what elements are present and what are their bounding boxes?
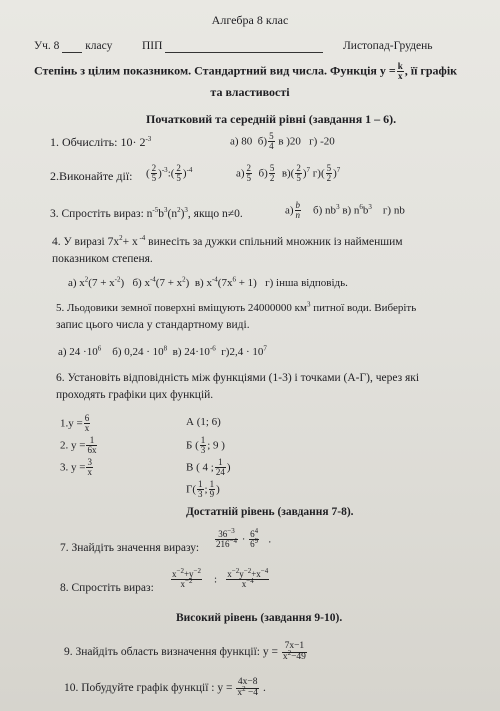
paren: ( <box>146 167 150 180</box>
expr-fraction-2 <box>175 164 182 184</box>
task-4-text: винесіть за дужки спільний множник із найменшим <box>145 236 403 248</box>
topic-title-text: Степінь з цілим показником. Стандартний вид числа. Функція <box>34 63 377 78</box>
task-6-point-a: А (1; 6) <box>186 416 221 428</box>
frac-den <box>171 577 202 590</box>
task-6-line1: 6. Установіть відповідність між функціями (1-3) і точками (А-Г), через які <box>56 372 420 384</box>
option-a: а) <box>285 204 294 217</box>
point-text: ; 9 ) <box>207 439 225 452</box>
option-a-fraction <box>295 201 302 221</box>
exp: -2 <box>114 275 121 284</box>
task-4-line2: показником степеня. <box>52 253 153 265</box>
function-label: 1.y = <box>60 417 83 430</box>
option-b-expr: ) <box>185 277 190 289</box>
task-6-function-3 <box>60 458 94 478</box>
option-g: г) <box>312 167 321 180</box>
exp: 2 <box>119 234 123 243</box>
task-4-text: 4. У виразі 7x <box>52 236 120 248</box>
option-g: г) -20 <box>309 135 335 148</box>
exp: −4 <box>229 537 237 546</box>
divide-sign: : <box>213 573 218 586</box>
exp: 6 <box>232 275 236 284</box>
option-b: б) nb <box>313 204 337 217</box>
frac-den: 5 <box>176 173 181 184</box>
expr-fraction-1 <box>171 567 202 590</box>
option-a-expr: (7 + x <box>88 277 115 289</box>
exp: 3 <box>368 202 372 211</box>
subject-title: Алгебра 8 клас <box>211 13 289 27</box>
option-v: в )20 <box>278 135 301 148</box>
point-fraction <box>215 458 226 478</box>
task-10-text: 10. Побудуйте графік функції : y = <box>64 682 233 695</box>
frac-den: 5 <box>296 173 301 184</box>
frac-num: 1 <box>86 436 97 446</box>
frac-den: x <box>84 423 90 434</box>
topic-func-lhs: y = <box>379 63 396 78</box>
frac-num: 6 <box>84 413 90 423</box>
frac-den: 2 <box>269 173 275 184</box>
option-v-expr: (7x <box>217 277 233 289</box>
option-v: в) n <box>342 204 360 217</box>
frac-num: 1 <box>215 458 226 468</box>
option-b: б) 0,24 · 10 <box>112 346 164 358</box>
task-1-options <box>230 132 335 152</box>
exp: 3 <box>336 202 340 211</box>
task-4-text: + x <box>122 236 138 248</box>
task-2-options: а) $\frac{2}{5}$ б) $\frac{5}{2}$ в)( $\frac{2}{5}$ )$^7$ г)( $\frac{5}{2}$ )$^7$ <box>236 163 341 184</box>
var: x <box>241 579 247 590</box>
frac-num: 5 <box>269 131 274 141</box>
frac-num: 5 <box>326 163 332 173</box>
frac-den: 5 <box>246 173 252 184</box>
exp: −2 <box>176 567 184 575</box>
period-label: Листопад-Грудень <box>343 40 433 52</box>
task-3 <box>50 208 243 221</box>
num-base: 36 <box>218 529 228 539</box>
exp: 3 <box>163 206 168 215</box>
frac-den: x <box>87 467 92 478</box>
frac-num: 1 <box>198 479 203 489</box>
paren: ) <box>158 167 162 180</box>
exp: 7 <box>263 344 267 353</box>
task-5-text: 5. Льодовики земної поверхні вміщують 24000000 км <box>56 302 307 314</box>
frac-num: 7x−1 <box>282 642 307 653</box>
option-a-expr: ) <box>120 277 125 289</box>
var: x <box>172 569 177 579</box>
task-5-line1 <box>56 302 416 315</box>
point-text: Б ( <box>186 439 199 452</box>
section-heading-basic: Початковий та середній рівні (завдання 1 – 6). <box>146 112 397 126</box>
option-g: г)2,4 · 10 <box>221 346 264 358</box>
frac-den <box>215 537 238 550</box>
option-b-expr: (7 + x <box>155 277 183 289</box>
var: x <box>282 652 288 663</box>
option-b: б) x <box>132 277 150 289</box>
frac-den: n <box>295 210 301 221</box>
exp: -3 <box>145 135 152 143</box>
exp: -4 <box>211 275 218 284</box>
option-v: в) 24·10 <box>172 346 210 358</box>
den-base: 216 <box>216 539 230 550</box>
option-v: в) <box>281 167 291 180</box>
exp: −2 <box>231 567 240 575</box>
var: b <box>158 208 164 220</box>
period: . <box>262 682 266 695</box>
option-v-fraction <box>295 164 302 184</box>
task-1-text: 1. Обчисліть: 10· 2 <box>50 135 146 149</box>
point-text: ) <box>226 461 231 474</box>
function-fraction <box>86 436 97 456</box>
function-fraction <box>84 414 91 434</box>
frac-den: 2 <box>326 173 332 184</box>
frac-den: 9 <box>209 489 215 500</box>
exp: −4 <box>246 577 254 586</box>
option-a: а) <box>236 167 245 180</box>
class-line <box>34 40 112 53</box>
task-9-text: 9. Знайдіть область визначення функції: y = <box>64 646 278 659</box>
task-7-expression <box>214 527 272 550</box>
frac-num: 2 <box>151 163 157 173</box>
multiply-dot: · <box>241 533 246 546</box>
den-tail: −49 <box>291 652 306 663</box>
frac-den: 4 <box>269 141 274 152</box>
point-text: Г( <box>186 483 197 496</box>
exp: -4 <box>149 275 156 284</box>
task-6-point-v <box>186 458 230 478</box>
exp: 7 <box>336 165 341 174</box>
frac-den: 24 <box>215 467 225 478</box>
frac-num: k <box>397 61 403 71</box>
exp: 2 <box>84 275 89 284</box>
expr-fraction-2 <box>249 527 259 550</box>
task-6-function-1 <box>60 414 91 434</box>
option-b: б) <box>258 167 268 180</box>
name-line <box>142 40 323 53</box>
task-8-expression <box>170 567 270 590</box>
frac-den: 6x <box>87 445 97 456</box>
topic-func-tail: , її графік <box>404 63 458 78</box>
num-base: 6 <box>250 529 255 539</box>
expr-mid: :( <box>167 167 175 180</box>
var: x <box>180 579 186 590</box>
exp: -3 <box>161 165 168 174</box>
exp: 8 <box>163 344 168 353</box>
var: x <box>227 569 232 579</box>
option-a: а) x <box>68 277 85 289</box>
exp: -6 <box>209 344 216 353</box>
topic-title-line2: та властивості <box>210 85 290 99</box>
exp: 9 <box>254 537 259 546</box>
frac-den: 3 <box>198 489 203 500</box>
exp: 2 <box>242 684 246 693</box>
option-b: б) <box>257 135 268 148</box>
option-a: а) 24 ·10 <box>58 346 98 358</box>
class-blank <box>62 42 82 53</box>
task-2-text: 2.Виконайте дії: <box>50 169 133 183</box>
expr: (n <box>167 208 178 220</box>
frac-den: x <box>397 71 403 82</box>
den-base: 6 <box>250 539 255 550</box>
task-7-text: 7. Знайдіть значення виразу: <box>60 542 200 554</box>
exp: -4 <box>186 165 193 174</box>
task-8-text: 8. Спростіть вираз: <box>60 582 154 594</box>
exp: 6 <box>359 202 363 211</box>
exp: 6 <box>97 344 102 353</box>
exp: −2 <box>193 567 201 575</box>
frac-den <box>226 577 269 590</box>
section-heading-high: Високий рівень (завдання 9-10). <box>176 612 343 624</box>
frac-den <box>282 648 307 663</box>
exp: −4 <box>260 567 269 575</box>
frac-num: 3 <box>87 457 92 467</box>
paren: ) <box>182 167 187 180</box>
exp: 7 <box>306 165 311 174</box>
frac-num: 2 <box>176 163 181 173</box>
condition: , якщо n≠0. <box>187 208 243 220</box>
exp: 2 <box>182 275 186 284</box>
task-4-line1 <box>52 236 403 249</box>
class-label: Уч. 8 <box>34 40 60 52</box>
option-b-fraction <box>268 132 275 152</box>
point-fraction <box>197 480 204 500</box>
den-tail: −4 <box>245 688 259 699</box>
task-2-expression <box>146 164 192 184</box>
option-b-fraction <box>269 164 276 184</box>
function-label: 3. y = <box>60 461 86 474</box>
option-v: в) x <box>194 277 212 289</box>
task-6-function-2 <box>60 436 98 456</box>
exp: 2 <box>177 206 181 215</box>
frac-num: 2 <box>246 163 252 173</box>
exp: 2 <box>287 648 292 657</box>
name-label: ПІП <box>142 40 163 52</box>
exp: 4 <box>254 527 259 535</box>
frac-num: 1 <box>209 479 215 489</box>
point-text: В ( 4 ; <box>186 461 214 474</box>
exp: 3 <box>307 300 311 309</box>
expr-fraction-1 <box>151 164 158 184</box>
task-4-options <box>68 277 348 290</box>
frac-num: 1 <box>200 435 206 445</box>
option-g: г) nb <box>382 204 405 217</box>
task-5-line2: запис цього числа у стандартному виді. <box>56 319 250 331</box>
frac-den: 5 <box>151 173 157 184</box>
task-5-options <box>58 346 267 359</box>
var: y <box>239 569 244 579</box>
topic-func-fraction <box>397 62 404 82</box>
task-6-line2: проходять графіки цих функцій. <box>56 389 214 401</box>
task-6-point-g <box>186 480 220 500</box>
topic-title <box>34 62 457 82</box>
option-v-expr: + 1) <box>235 277 257 289</box>
period: . <box>268 533 272 546</box>
function-label: 2. y = <box>60 439 86 452</box>
point-fraction <box>209 480 216 500</box>
task-3-text: 3. Спростіть вираз: n <box>50 208 153 220</box>
exp: −3 <box>227 527 235 535</box>
frac-num: b <box>295 200 301 210</box>
frac-num: 5 <box>269 163 275 173</box>
exp: −2 <box>243 567 252 575</box>
frac-den <box>236 684 259 699</box>
exp: -4 <box>137 234 146 243</box>
task-10-fraction <box>236 678 259 699</box>
option-g: г) інша відповідь. <box>265 277 348 289</box>
task-10 <box>64 678 266 699</box>
var: b <box>362 204 369 217</box>
option-a: а) 80 <box>230 135 253 148</box>
task-9 <box>64 642 308 663</box>
task-6-point-b <box>186 436 225 456</box>
task-5-text: питної води. Виберіть <box>310 302 417 314</box>
point-text: ) <box>216 483 220 496</box>
var: +y <box>183 569 194 579</box>
expr-fraction-1 <box>215 527 238 550</box>
task-3-options <box>285 201 405 221</box>
exp: 3 <box>184 206 188 215</box>
option-a-fraction <box>246 164 253 184</box>
option-g-fraction <box>326 164 333 184</box>
frac-den <box>249 537 259 550</box>
var: +x <box>251 569 261 579</box>
function-fraction <box>86 458 93 478</box>
expr: ) <box>180 208 185 220</box>
point-text: ; <box>204 483 208 496</box>
class-suffix: класу <box>85 40 113 52</box>
expr-fraction-2 <box>226 567 269 590</box>
task-1 <box>50 136 151 150</box>
frac-den: 3 <box>200 445 206 456</box>
point-fraction <box>200 436 207 456</box>
exp: -5 <box>152 206 159 215</box>
name-blank <box>165 42 323 53</box>
frac-num: 2 <box>296 163 301 173</box>
frac-num: 4x−8 <box>237 677 258 687</box>
var: x <box>237 688 243 699</box>
exp: −2 <box>185 577 193 586</box>
section-heading-sufficient: Достатній рівень (завдання 7-8). <box>186 506 354 518</box>
task-9-fraction <box>282 642 307 663</box>
